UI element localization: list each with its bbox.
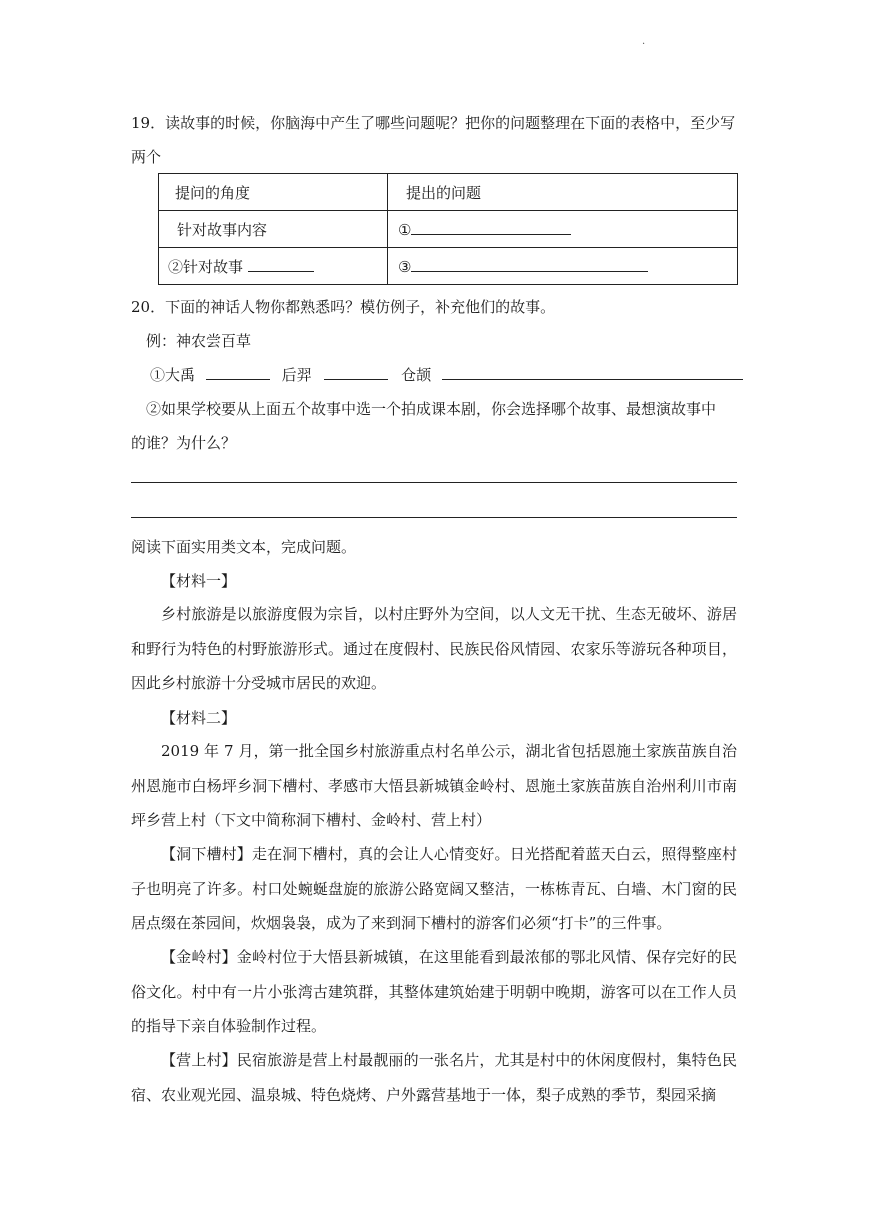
fill-blank-cangjie[interactable] [442,365,743,380]
question-table [158,173,738,285]
q20-fill-row [150,364,743,385]
table-header-angle: 提问的角度 [159,174,388,211]
row-story-angle-label: ②针对故事 [168,257,244,276]
material-2-text: 2019 年 7 月，第一批全国乡村旅游重点村名单公示，湖北省包括恩施土家族苗族自治州恩施市白杨坪乡洞下槽村、孝感市大悟县新城镇金岭村、恩施土家族苗族自治州利川市南坪乡营上村（下文中简称洞下槽村、金岭村、营上村） [131,742,737,829]
fill-label-dayu: ①大禹 [150,366,196,384]
material-2-heading: 【材料二】 [161,709,237,727]
material-1-text: 乡村旅游是以旅游度假为宗旨，以村庄野外为空间，以人文无干扰、生态无破坏、游居和野行为特色的村野旅游形式。通过在度假村、民族民俗风情园、农家乐等游玩各种项目，因此乡村旅游十分受城市居民的欢迎。 [131,605,737,692]
q20-sub2-line2: 的谁？为什么？ [131,434,237,452]
angle-blank-2[interactable] [248,257,314,272]
row-content-angle: 针对故事内容 [159,211,388,248]
q19-prompt-line1: 19．读故事的时候，你脑海中产生了哪些问题呢？把你的问题整理在下面的表格中，至少写 [131,114,736,132]
table-header-question: 提出的问题 [388,174,738,211]
answer-line-2[interactable] [131,517,737,518]
answer-line-1[interactable] [131,482,737,483]
table-row [159,248,738,285]
fill-label-houyi: 后羿 [281,366,312,384]
village-dongxiacao-text: 【洞下槽村】走在洞下槽村，真的会让人心情变好。日光搭配着蓝天白云，照得整座村子也明亮了许多。村口处蜿蜒盘旋的旅游公路宽阔又整洁，一栋栋青瓦、白墙、木门窗的民居点缀在茶园间，炊烟袅袅，成为了来到洞下槽村的游客们必须“打卡”的三件事。 [131,845,737,932]
q20-title: 20．下面的神话人物你都熟悉吗？模仿例子，补充他们的故事。 [131,298,556,316]
answer-mark-3: ③ [398,257,412,276]
reading-instruction: 阅读下面实用类文本，完成问题。 [131,538,357,556]
page-dot: . [642,36,646,47]
q20-example: 例：神农尝百草 [146,332,252,350]
answer-blank-3[interactable] [411,257,648,272]
q20-sub2-line1: ②如果学校要从上面五个故事中选一个拍成课本剧，你会选择哪个故事、最想演故事中 [146,400,717,418]
answer-cell-3[interactable] [388,248,738,285]
village-jinling-text: 【金岭村】金岭村位于大悟县新城镇，在这里能看到最浓郁的鄂北风情、保存完好的民俗文化。村中有一片小张湾古建筑群，其整体建筑始建于明朝中晚期，游客可以在工作人员的指导下亲自体验制作过程。 [131,948,737,1035]
table-header-row [159,174,738,211]
answer-mark-1: ① [398,220,412,239]
fill-blank-dayu[interactable] [206,365,270,380]
fill-label-cangjie: 仓颉 [401,366,432,384]
village-yingshang-text: 【营上村】民宿旅游是营上村最靓丽的一张名片，尤其是村中的休闲度假村，集特色民宿、农业观光园、温泉城、特色烧烤、户外露营基地于一体，梨子成熟的季节，梨园采摘 [131,1051,737,1104]
q19-prompt-line2: 两个 [131,148,162,166]
fill-blank-houyi[interactable] [324,365,388,380]
answer-blank-1[interactable] [411,220,571,235]
table-row [159,211,738,248]
answer-cell-1[interactable] [388,211,738,248]
material-1-heading: 【材料一】 [161,572,237,590]
row-story-angle[interactable] [159,248,388,285]
